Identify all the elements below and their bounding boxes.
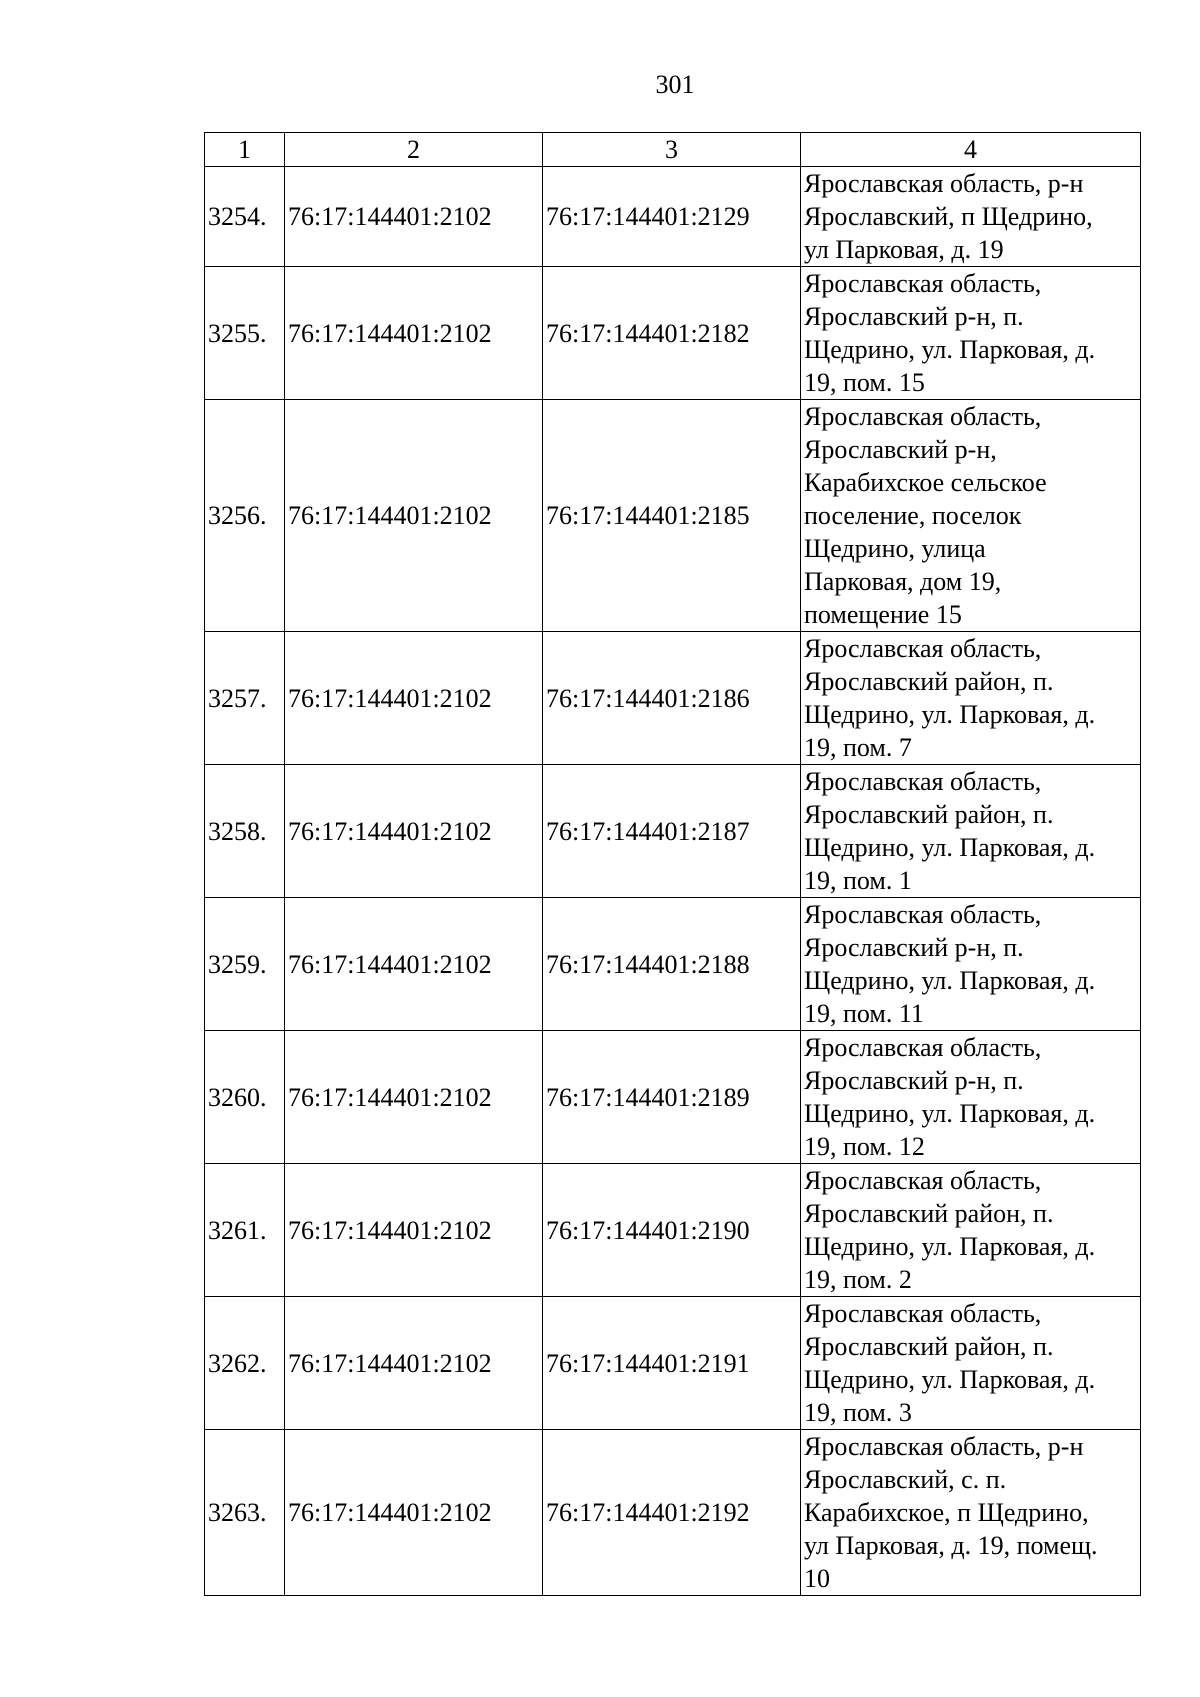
parent-cadastral-number-cell: 76:17:144401:2102 <box>285 898 543 1031</box>
address-line: Парковая, дом 19, <box>804 567 1002 596</box>
address-cell <box>801 1164 1141 1297</box>
column-header-1: 1 <box>205 133 285 167</box>
address-line: Ярославский район, п. <box>804 800 1054 829</box>
parent-cadastral-number-cell: 76:17:144401:2102 <box>285 1297 543 1430</box>
cadastral-number-cell: 76:17:144401:2186 <box>543 632 801 765</box>
table-row <box>205 898 1141 1031</box>
address-line: Ярославский р-н, <box>804 435 997 464</box>
address-line: Карабихское сельское <box>804 468 1047 497</box>
address-line: ул Парковая, д. 19, помещ. <box>804 1531 1098 1560</box>
row-number-cell: 3257. <box>205 632 285 765</box>
address-line: помещение 15 <box>804 600 962 629</box>
address-line: Ярославский, с. п. <box>804 1465 1007 1494</box>
address-line: Ярославский район, п. <box>804 1199 1054 1228</box>
row-number-cell: 3258. <box>205 765 285 898</box>
column-header-4: 4 <box>801 133 1141 167</box>
address-line: Ярославский р-н, п. <box>804 933 1024 962</box>
address-line: Щедрино, ул. Парковая, д. <box>804 833 1096 862</box>
address-line: Ярославская область, <box>804 634 1042 663</box>
address-line: Ярославская область, <box>804 1166 1042 1195</box>
address-line: Щедрино, улица <box>804 534 986 563</box>
table-row <box>205 1297 1141 1430</box>
column-header-2: 2 <box>285 133 543 167</box>
table-row <box>205 1430 1141 1596</box>
cadastral-number-cell: 76:17:144401:2185 <box>543 400 801 632</box>
table-row <box>205 765 1141 898</box>
row-number-cell: 3262. <box>205 1297 285 1430</box>
address-line: Карабихское, п Щедрино, <box>804 1498 1089 1527</box>
address-line: поселение, поселок <box>804 501 1022 530</box>
parent-cadastral-number-cell: 76:17:144401:2102 <box>285 400 543 632</box>
address-line: 19, пом. 15 <box>804 368 925 397</box>
table-row <box>205 632 1141 765</box>
address-line: 10 <box>804 1564 830 1593</box>
address-cell <box>801 1031 1141 1164</box>
parent-cadastral-number-cell: 76:17:144401:2102 <box>285 765 543 898</box>
address-cell <box>801 765 1141 898</box>
address-line: Ярославская область, <box>804 402 1042 431</box>
address-cell <box>801 632 1141 765</box>
header-row <box>205 133 1141 167</box>
address-line: 19, пом. 7 <box>804 733 912 762</box>
address-line: 19, пом. 11 <box>804 999 924 1028</box>
address-cell <box>801 167 1141 267</box>
address-line: Щедрино, ул. Парковая, д. <box>804 1099 1096 1128</box>
address-line: Ярославская область, <box>804 900 1042 929</box>
table-row <box>205 1164 1141 1297</box>
address-line: Ярославская область, <box>804 1033 1042 1062</box>
address-line: Щедрино, ул. Парковая, д. <box>804 966 1096 995</box>
row-number-cell: 3261. <box>205 1164 285 1297</box>
table-row <box>205 167 1141 267</box>
page-number: 301 <box>655 70 695 99</box>
address-line: Ярославский, п Щедрино, <box>804 202 1093 231</box>
row-number-cell: 3259. <box>205 898 285 1031</box>
cadastral-number-cell: 76:17:144401:2182 <box>543 267 801 400</box>
address-line: Щедрино, ул. Парковая, д. <box>804 1365 1096 1394</box>
parent-cadastral-number-cell: 76:17:144401:2102 <box>285 1430 543 1596</box>
address-line: Щедрино, ул. Парковая, д. <box>804 700 1096 729</box>
address-line: Щедрино, ул. Парковая, д. <box>804 1232 1096 1261</box>
address-line: 19, пом. 3 <box>804 1398 912 1427</box>
address-line: 19, пом. 1 <box>804 866 912 895</box>
address-line: Ярославская область, р-н <box>804 1432 1084 1461</box>
column-header-3: 3 <box>543 133 801 167</box>
address-line: Щедрино, ул. Парковая, д. <box>804 335 1096 364</box>
cadastral-number-cell: 76:17:144401:2189 <box>543 1031 801 1164</box>
address-cell <box>801 1297 1141 1430</box>
row-number-cell: 3255. <box>205 267 285 400</box>
address-line: Ярославский р-н, п. <box>804 302 1024 331</box>
row-number-cell: 3254. <box>205 167 285 267</box>
table-row <box>205 400 1141 632</box>
table-header <box>205 133 1141 167</box>
address-cell <box>801 267 1141 400</box>
address-cell <box>801 1430 1141 1596</box>
address-line: Ярославская область, р-н <box>804 169 1084 198</box>
address-line: Ярославский район, п. <box>804 667 1054 696</box>
address-line: Ярославский район, п. <box>804 1332 1054 1361</box>
parent-cadastral-number-cell: 76:17:144401:2102 <box>285 632 543 765</box>
parent-cadastral-number-cell: 76:17:144401:2102 <box>285 167 543 267</box>
cadastral-number-cell: 76:17:144401:2187 <box>543 765 801 898</box>
address-line: 19, пом. 2 <box>804 1265 912 1294</box>
cadastral-number-cell: 76:17:144401:2129 <box>543 167 801 267</box>
cadastral-number-cell: 76:17:144401:2188 <box>543 898 801 1031</box>
cadastral-number-cell: 76:17:144401:2190 <box>543 1164 801 1297</box>
address-line: Ярославская область, <box>804 1299 1042 1328</box>
table-body <box>205 167 1141 1596</box>
parent-cadastral-number-cell: 76:17:144401:2102 <box>285 267 543 400</box>
cadastral-number-cell: 76:17:144401:2192 <box>543 1430 801 1596</box>
address-line: ул Парковая, д. 19 <box>804 235 1004 264</box>
address-line: Ярославская область, <box>804 767 1042 796</box>
address-cell <box>801 400 1141 632</box>
cadastral-number-cell: 76:17:144401:2191 <box>543 1297 801 1430</box>
table-row <box>205 1031 1141 1164</box>
row-number-cell: 3260. <box>205 1031 285 1164</box>
register-table <box>204 132 1141 1596</box>
address-line: Ярославский р-н, п. <box>804 1066 1024 1095</box>
row-number-cell: 3256. <box>205 400 285 632</box>
address-line: Ярославская область, <box>804 269 1042 298</box>
parent-cadastral-number-cell: 76:17:144401:2102 <box>285 1031 543 1164</box>
address-line: 19, пом. 12 <box>804 1132 925 1161</box>
row-number-cell: 3263. <box>205 1430 285 1596</box>
address-cell <box>801 898 1141 1031</box>
parent-cadastral-number-cell: 76:17:144401:2102 <box>285 1164 543 1297</box>
table-row <box>205 267 1141 400</box>
